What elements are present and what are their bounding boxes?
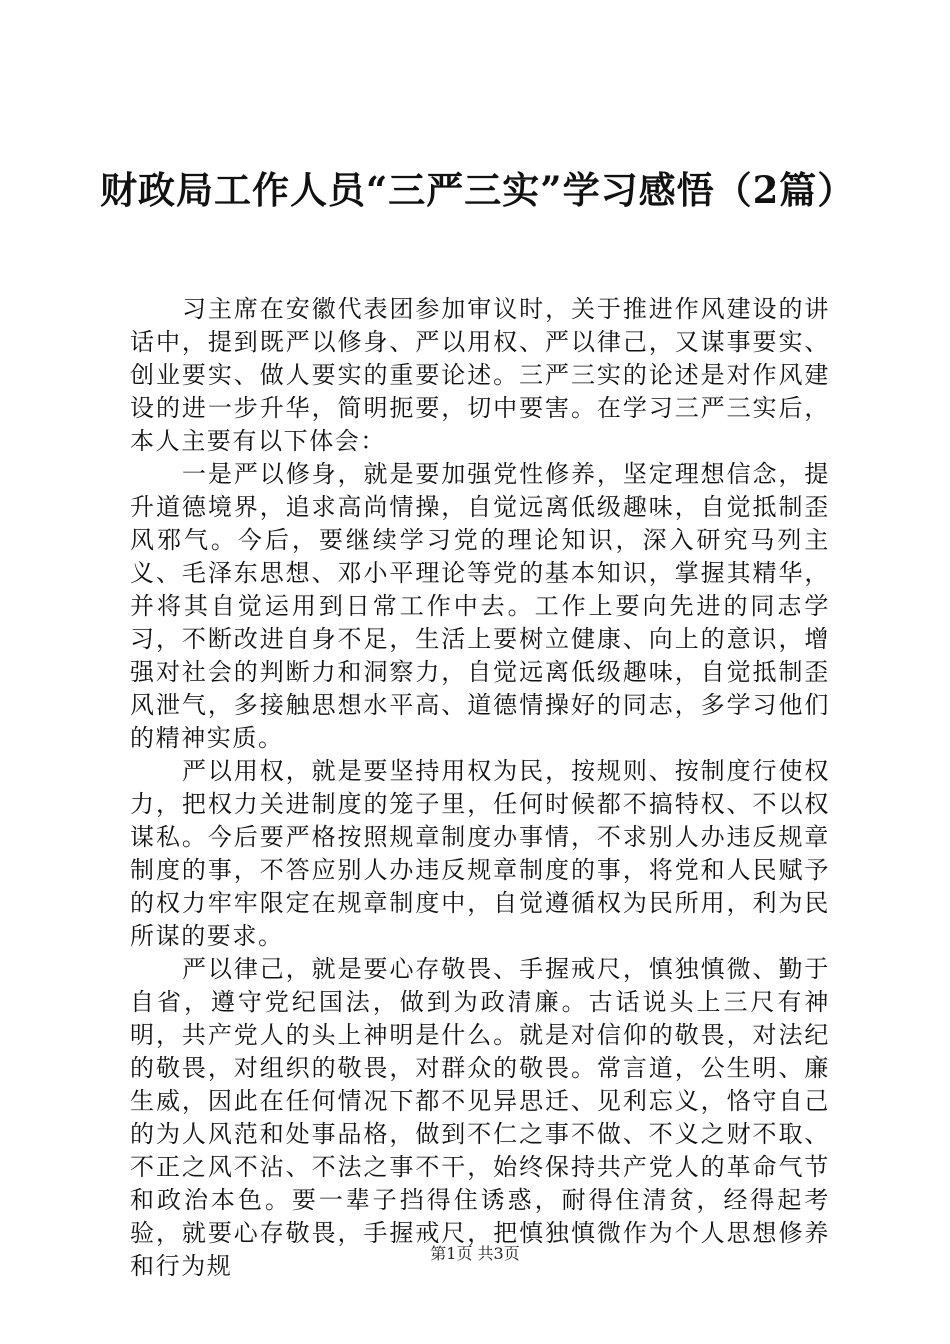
- paragraph-self-discipline: 严以律己，就是要心存敬畏、手握戒尺，慎独慎微、勤于自省，遵守党纪国法，做到为政清廉。古话说头上三尺有神明，共产党人的头上神明是什么。就是对信仰的敬畏，对法纪的敬畏，对组织的敬畏，对群众的敬畏。常言道，公生明、廉生威，因此在任何情况下都不见异思迁、见利忘义，恪守自己的为人风范和处事品格，做到不仁之事不做、不义之财不取、不正之风不沾、不法之事不干，始终保持共产党人的革命气节和政治本色。要一辈子挡得住诱惑，耐得住清贫，经得起考验，就要心存敬畏，手握戒尺，把慎独慎微作为个人思想修养和行为规: [130, 955, 830, 1280]
- paragraph-self-cultivation: 一是严以修身，就是要加强党性修养，坚定理想信念，提升道德境界，追求高尚情操，自觉远离低级趣味，自觉抵制歪风邪气。今后，要继续学习党的理论知识，深入研究马列主义、毛泽东思想、邓小平理论等党的基本知识，掌握其精华，并将其自觉运用到日常工作中去。工作上要向先进的同志学习，不断改进自身不足，生活上要树立健康、向上的意识，增强对社会的判断力和洞察力，自觉远离低级趣味，自觉抵制歪风泄气，多接触思想水平高、道德情操好的同志，多学习他们的精神实质。: [130, 460, 830, 752]
- page-footer: 第1页 共3页: [430, 1244, 520, 1263]
- document-title: 财政局工作人员“三严三实”学习感悟（2篇）: [100, 168, 856, 212]
- paragraph-use-of-power: 严以用权，就是要坚持用权为民，按规则、按制度行使权力，把权力关进制度的笼子里，任何时候都不搞特权、不以权谋私。今后要严格按照规章制度办事情，不求别人办违反规章制度的事，不答应别人办违反规章制度的事，将党和人民赋予的权力牢牢限定在规章制度中，自觉遵循权为民所用，利为民所谋的要求。: [130, 757, 830, 950]
- document-body: [130, 293, 830, 1283]
- paragraph-intro: 习主席在安徽代表团参加审议时，关于推进作风建设的讲话中，提到既严以修身、严以用权、严以律己，又谋事要实、创业要实、做人要实的重要论述。三严三实的论述是对作风建设的进一步升华，简明扼要，切中要害。在学习三严三实后，本人主要有以下体会：: [130, 295, 830, 455]
